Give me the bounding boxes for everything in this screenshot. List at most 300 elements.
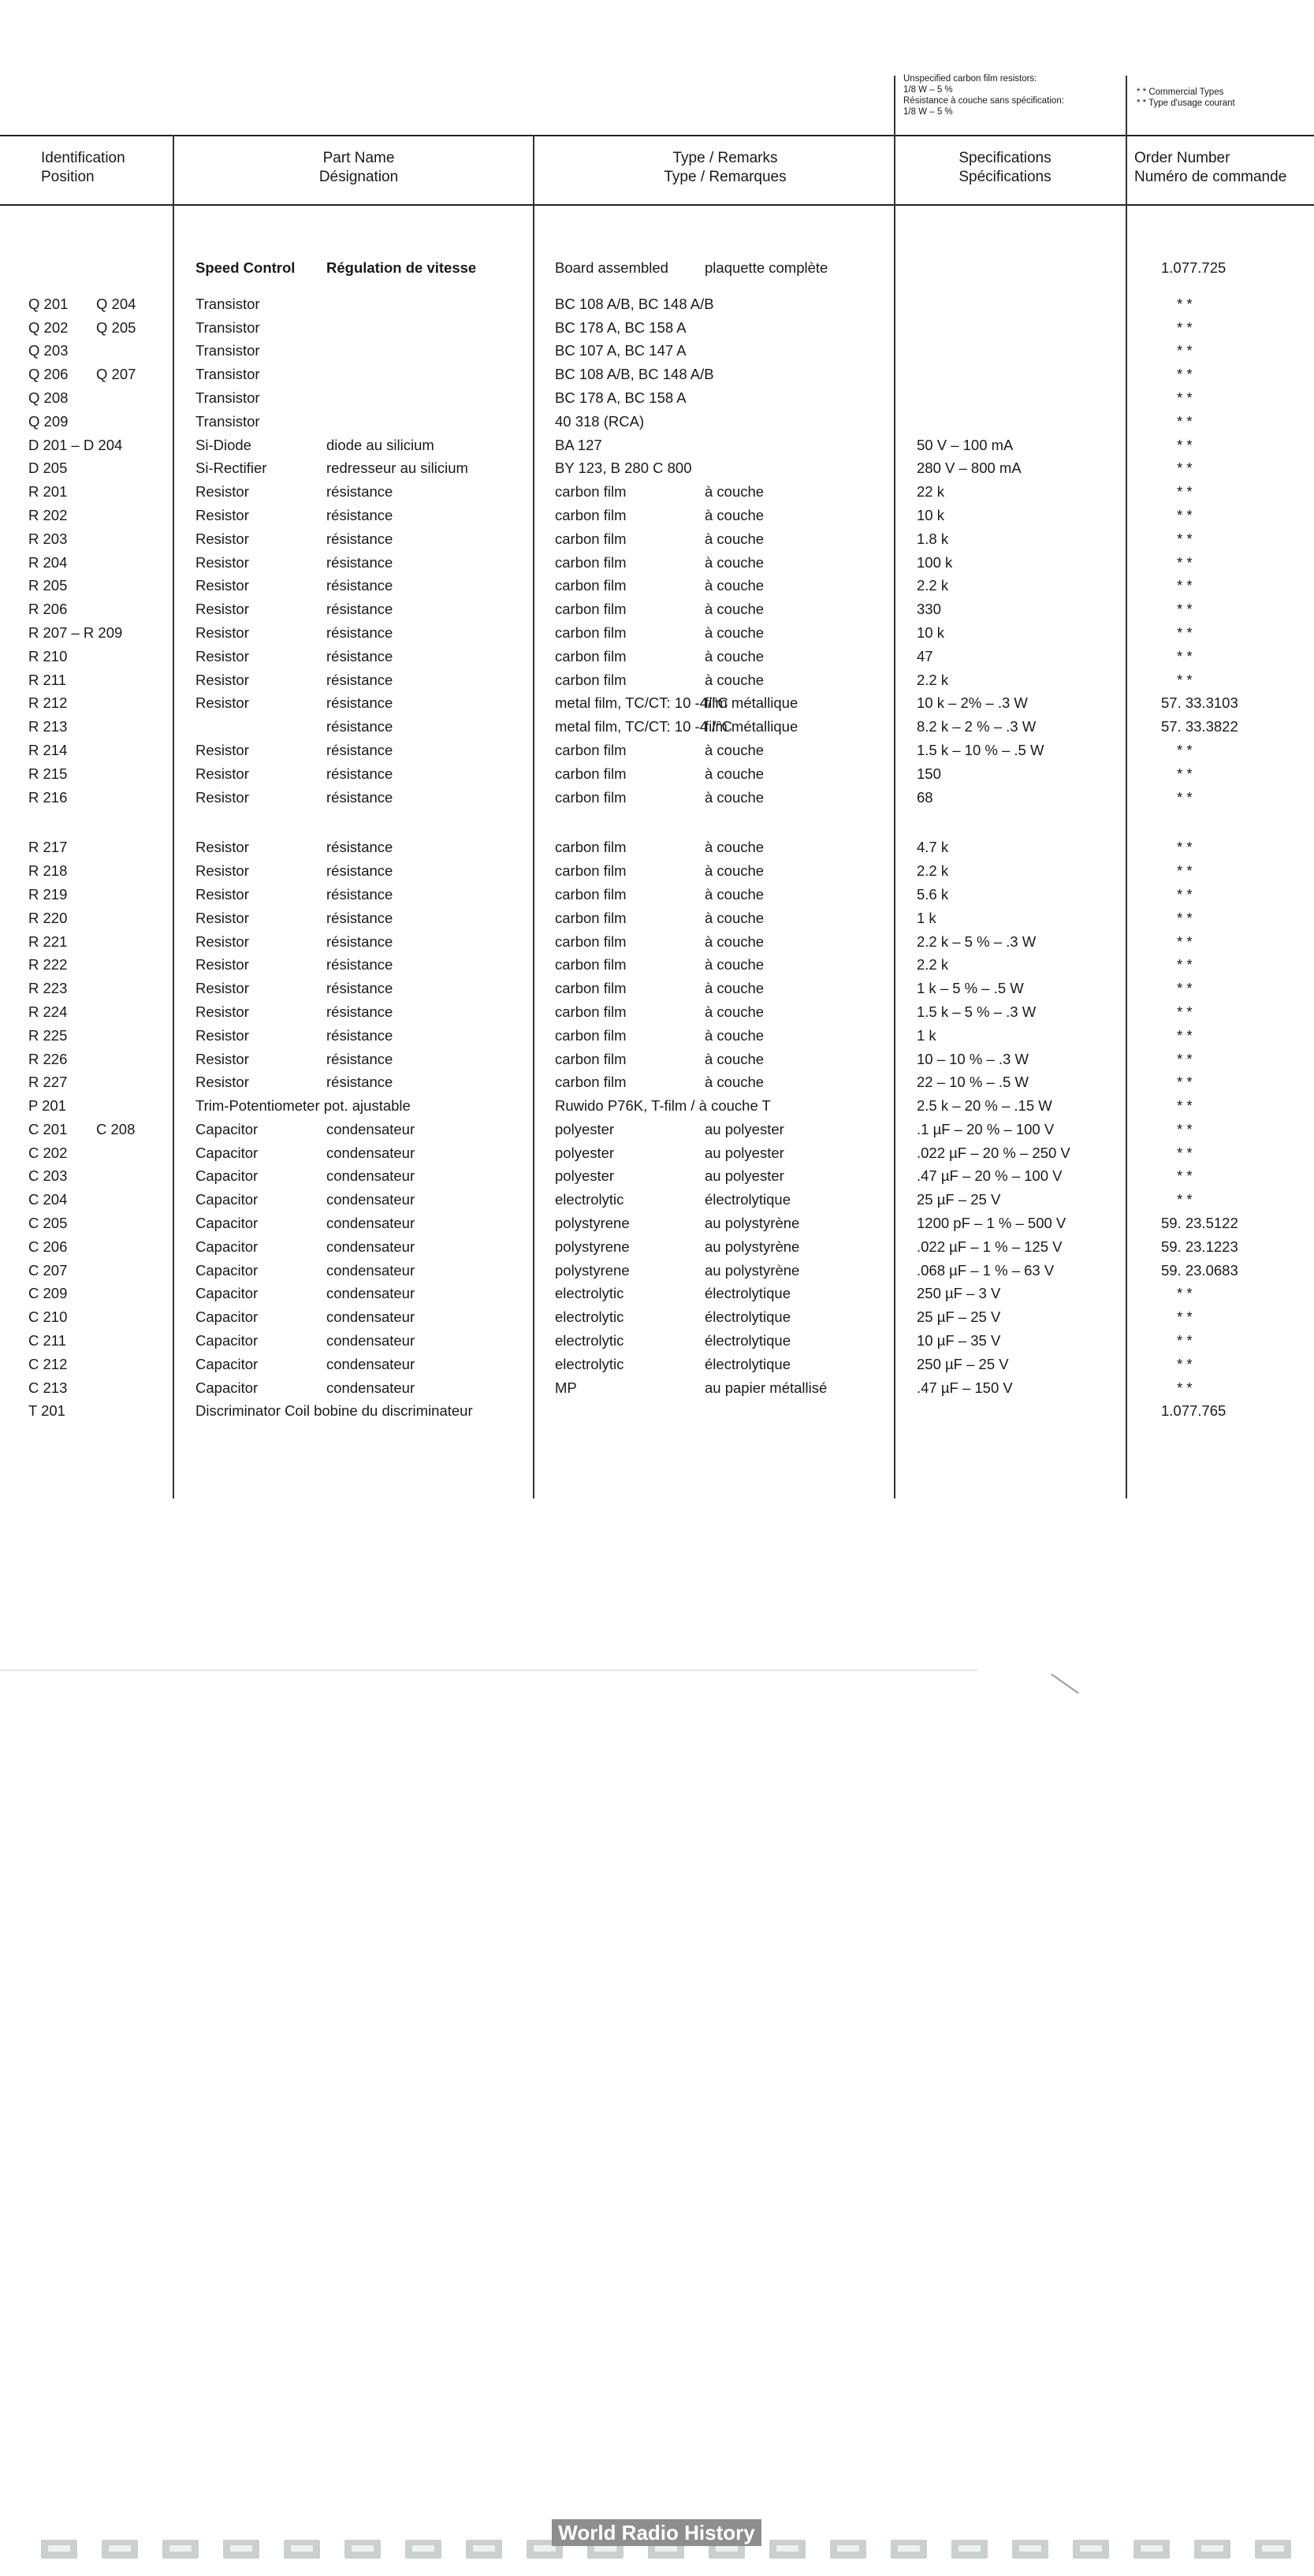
cell-order-number: 57. 33.3822 bbox=[1161, 718, 1238, 735]
cell-designation: résistance bbox=[326, 956, 393, 973]
cell-identification-2: Q 205 bbox=[96, 318, 136, 336]
col-specifications bbox=[899, 149, 1111, 187]
cell-designation: résistance bbox=[326, 1026, 393, 1044]
cell-type-fr: à couche bbox=[705, 788, 765, 806]
cell-type: electrolytic bbox=[555, 1332, 624, 1349]
cell-type: carbon film bbox=[555, 788, 627, 806]
cell-type-fr: à couche bbox=[705, 862, 765, 880]
cell-order-number: * * bbox=[1177, 460, 1193, 477]
strip-block bbox=[284, 2540, 320, 2559]
cell-identification: D 201 – D 204 bbox=[28, 436, 123, 453]
cell-type: carbon film bbox=[555, 624, 627, 641]
cell-order-number: * * bbox=[1177, 1120, 1193, 1137]
cell-identification: Q 202 bbox=[28, 318, 69, 336]
table-row bbox=[0, 715, 1314, 739]
cell-part-name: Resistor bbox=[195, 1003, 249, 1020]
cell-order-number: * * bbox=[1177, 1332, 1193, 1349]
cell-identification: R 218 bbox=[28, 862, 68, 880]
cell-order-number: * * bbox=[1177, 1003, 1193, 1020]
cell-order-number: * * bbox=[1177, 1050, 1193, 1067]
table-row bbox=[0, 551, 1314, 575]
cell-identification: R 205 bbox=[28, 577, 68, 594]
col-identification-fr: Position bbox=[41, 169, 95, 185]
cell-type-fr: à couche bbox=[705, 1003, 765, 1020]
cell-specification: 2.2 k bbox=[917, 671, 949, 688]
cell-specification: 10 – 10 % – .3 W bbox=[917, 1050, 1029, 1067]
table-row bbox=[0, 668, 1314, 692]
cell-specification: 50 V – 100 mA bbox=[917, 436, 1014, 453]
cell-designation: résistance bbox=[326, 788, 393, 806]
cell-type-fr: au polyester bbox=[705, 1144, 784, 1161]
cell-part-name: Transistor bbox=[195, 342, 260, 359]
col-part-name-en: Part Name bbox=[322, 150, 395, 166]
cell-specification: 330 bbox=[917, 601, 941, 618]
cell-type: carbon film bbox=[555, 839, 627, 856]
cell-specification: 1.8 k bbox=[917, 530, 949, 547]
cell-order-number: * * bbox=[1177, 1191, 1193, 1208]
strip-block bbox=[891, 2540, 927, 2559]
cell-identification: R 223 bbox=[28, 980, 68, 997]
cell-identification: R 215 bbox=[28, 765, 68, 782]
cell-identification: P 201 bbox=[28, 1097, 67, 1115]
cell-order-number: 1.077.765 bbox=[1161, 1402, 1227, 1420]
table-row bbox=[0, 977, 1314, 1000]
cell-part-name: Resistor bbox=[195, 1026, 249, 1044]
table-row bbox=[0, 1282, 1314, 1305]
cell-identification: C 211 bbox=[28, 1332, 66, 1349]
cell-identification: C 204 bbox=[28, 1191, 68, 1208]
cell-type-fr: électrolytique bbox=[705, 1355, 791, 1372]
cell-identification: T 201 bbox=[28, 1402, 65, 1420]
cell-type-fr: à couche bbox=[705, 932, 765, 950]
section-type-fr: plaquette complète bbox=[705, 259, 828, 276]
cell-specification: 280 V – 800 mA bbox=[917, 460, 1022, 477]
cell-specification: 1.5 k – 5 % – .3 W bbox=[917, 1003, 1037, 1020]
cell-type-fr: à couche bbox=[705, 553, 765, 571]
cell-order-number: * * bbox=[1177, 342, 1193, 359]
cell-designation: condensateur bbox=[326, 1379, 415, 1396]
cell-order-number: * * bbox=[1177, 1074, 1193, 1091]
cell-type-fr: à couche bbox=[705, 1026, 765, 1044]
cell-identification: Q 206 bbox=[28, 366, 69, 383]
cell-type: carbon film bbox=[555, 741, 627, 758]
cell-order-number: * * bbox=[1177, 553, 1193, 571]
table-row bbox=[0, 691, 1314, 715]
cell-type: BC 178 A, BC 158 A bbox=[555, 318, 687, 336]
table-row bbox=[0, 859, 1314, 883]
cell-type-fr: à couche bbox=[705, 741, 765, 758]
cell-type-fr: à couche bbox=[705, 980, 765, 997]
table-row bbox=[0, 527, 1314, 551]
cell-part-name: Discriminator Coil bobine du discriminateur bbox=[195, 1402, 473, 1420]
cell-part-name: Resistor bbox=[195, 980, 249, 997]
cell-order-number: * * bbox=[1177, 862, 1193, 880]
cell-identification: R 206 bbox=[28, 601, 68, 618]
cell-part-name: Capacitor bbox=[195, 1332, 259, 1349]
cell-identification: R 211 bbox=[28, 671, 66, 688]
cell-part-name: Capacitor bbox=[195, 1261, 259, 1279]
cell-part-name: Si-Rectifier bbox=[195, 460, 267, 477]
watermark-logo: World Radio History bbox=[552, 2519, 761, 2546]
cell-type: polyester bbox=[555, 1144, 615, 1161]
cell-designation: résistance bbox=[326, 741, 393, 758]
cell-type: carbon film bbox=[555, 1074, 627, 1091]
table-row bbox=[0, 434, 1314, 457]
cell-identification: R 226 bbox=[28, 1050, 68, 1067]
table-row bbox=[0, 1353, 1314, 1376]
cell-identification: C 202 bbox=[28, 1144, 68, 1161]
col-type bbox=[599, 149, 851, 187]
cell-order-number: * * bbox=[1177, 1379, 1193, 1396]
table-row bbox=[0, 1141, 1314, 1165]
table-row bbox=[0, 1000, 1314, 1024]
cell-part-name: Capacitor bbox=[195, 1215, 259, 1232]
cell-order-number: * * bbox=[1177, 765, 1193, 782]
cell-type: carbon film bbox=[555, 506, 627, 523]
cell-part-name: Resistor bbox=[195, 530, 249, 547]
cell-part-name: Resistor bbox=[195, 956, 249, 973]
strip-block bbox=[1073, 2540, 1109, 2559]
table-row bbox=[0, 480, 1314, 504]
cell-type-fr: à couche bbox=[705, 577, 765, 594]
cell-part-name: Transistor bbox=[195, 295, 260, 312]
table-row bbox=[0, 1235, 1314, 1259]
cell-type: MP bbox=[555, 1379, 577, 1396]
cell-type-fr: au polystyrène bbox=[705, 1261, 800, 1279]
cell-order-number: * * bbox=[1177, 932, 1193, 950]
cell-specification: .47 µF – 20 % – 100 V bbox=[917, 1167, 1063, 1185]
cell-part-name: Capacitor bbox=[195, 1167, 259, 1185]
cell-order-number: * * bbox=[1177, 1308, 1193, 1326]
cell-order-number: * * bbox=[1177, 601, 1193, 618]
cell-designation: condensateur bbox=[326, 1332, 415, 1349]
cell-type-fr: à couche bbox=[705, 909, 765, 926]
cell-order-number: * * bbox=[1177, 366, 1193, 383]
cell-part-name: Capacitor bbox=[195, 1379, 259, 1396]
col-identification-en: Identification bbox=[41, 150, 125, 166]
cell-part-name: Resistor bbox=[195, 624, 249, 641]
cell-order-number: * * bbox=[1177, 1355, 1193, 1372]
cell-designation: condensateur bbox=[326, 1144, 415, 1161]
table-row bbox=[0, 953, 1314, 977]
table-row bbox=[0, 621, 1314, 645]
cell-specification: 47 bbox=[917, 647, 933, 664]
cell-order-number: * * bbox=[1177, 671, 1193, 688]
cell-order-number: * * bbox=[1177, 909, 1193, 926]
cell-identification: R 217 bbox=[28, 839, 68, 856]
col-type-fr: Type / Remarques bbox=[664, 169, 787, 185]
cell-part-name: Transistor bbox=[195, 389, 260, 406]
cell-specification: 2.5 k – 20 % – .15 W bbox=[917, 1097, 1052, 1115]
table-row bbox=[0, 786, 1314, 810]
cell-part-name: Capacitor bbox=[195, 1308, 259, 1326]
strip-block bbox=[162, 2540, 199, 2559]
cell-specification: 2.2 k bbox=[917, 862, 949, 880]
cell-order-number: 59. 23.0683 bbox=[1161, 1261, 1238, 1279]
cell-part-name: Transistor bbox=[195, 412, 260, 430]
cell-type-fr: à couche bbox=[705, 765, 765, 782]
cell-designation: résistance bbox=[326, 980, 393, 997]
cell-part-name: Trim-Potentiometer pot. ajustable bbox=[195, 1097, 411, 1115]
cell-designation: résistance bbox=[326, 483, 393, 501]
cell-order-number: * * bbox=[1177, 647, 1193, 664]
cell-identification: R 219 bbox=[28, 885, 68, 903]
cell-type-fr: au polystyrène bbox=[705, 1238, 800, 1255]
table-row bbox=[0, 339, 1314, 363]
cell-type-fr: à couche bbox=[705, 885, 765, 903]
cell-part-name: Resistor bbox=[195, 885, 249, 903]
cell-specification: 150 bbox=[917, 765, 941, 782]
cell-type-fr: électrolytique bbox=[705, 1285, 791, 1302]
cell-specification: 2.2 k bbox=[917, 577, 949, 594]
cell-type: carbon film bbox=[555, 647, 627, 664]
table-row bbox=[0, 597, 1314, 621]
parts-group-1 bbox=[0, 292, 1314, 810]
table-row bbox=[0, 1329, 1314, 1353]
cell-part-name: Resistor bbox=[195, 1050, 249, 1067]
cell-type: BC 178 A, BC 158 A bbox=[555, 389, 687, 406]
cell-order-number: * * bbox=[1177, 295, 1193, 312]
cell-identification: Q 209 bbox=[28, 412, 69, 430]
cell-identification: R 220 bbox=[28, 909, 68, 926]
cell-identification-2: Q 204 bbox=[96, 295, 136, 312]
cell-type: carbon film bbox=[555, 601, 627, 618]
cell-designation: condensateur bbox=[326, 1238, 415, 1255]
cell-specification: 1 k – 5 % – .5 W bbox=[917, 980, 1024, 997]
cell-type: carbon film bbox=[555, 1050, 627, 1067]
strip-block bbox=[223, 2540, 259, 2559]
cell-identification: C 201 bbox=[28, 1120, 68, 1137]
table-row bbox=[0, 1048, 1314, 1071]
cell-order-number: * * bbox=[1177, 577, 1193, 594]
cell-specification: 1 k bbox=[917, 1026, 936, 1044]
cell-order-number: * * bbox=[1177, 506, 1193, 523]
cell-designation: résistance bbox=[326, 506, 393, 523]
cell-type: polyester bbox=[555, 1120, 615, 1137]
cell-part-name: Capacitor bbox=[195, 1355, 259, 1372]
cell-specification: 2.2 k bbox=[917, 956, 949, 973]
cell-specification: 25 µF – 25 V bbox=[917, 1191, 1001, 1208]
strip-block bbox=[951, 2540, 988, 2559]
header-bottom-rule bbox=[0, 204, 1314, 206]
resistor-note-en-2: 1/8 W – 5 % bbox=[903, 85, 953, 95]
cell-type-fr: à couche bbox=[705, 506, 765, 523]
cell-part-name: Resistor bbox=[195, 577, 249, 594]
cell-part-name: Resistor bbox=[195, 601, 249, 618]
table-row bbox=[0, 1118, 1314, 1141]
cell-specification: 2.2 k – 5 % – .3 W bbox=[917, 932, 1037, 950]
header-top-rule bbox=[0, 135, 1314, 136]
cell-identification: R 222 bbox=[28, 956, 68, 973]
cell-type: carbon film bbox=[555, 932, 627, 950]
cell-identification: R 203 bbox=[28, 530, 68, 547]
strip-block bbox=[344, 2540, 381, 2559]
strip-block bbox=[1194, 2540, 1230, 2559]
col-type-en: Type / Remarks bbox=[672, 150, 778, 166]
cell-designation: résistance bbox=[326, 1050, 393, 1067]
cell-type-fr: électrolytique bbox=[705, 1191, 791, 1208]
resistor-note-fr-2: 1/8 W – 5 % bbox=[903, 107, 953, 117]
col-part-name bbox=[236, 149, 481, 187]
col-part-name-fr: Désignation bbox=[318, 169, 399, 185]
cell-type: carbon film bbox=[555, 671, 627, 688]
table-row bbox=[0, 739, 1314, 762]
cell-designation: résistance bbox=[326, 601, 393, 618]
resistor-note-fr-1: Résistance à couche sans spécification: bbox=[903, 96, 1064, 106]
cell-specification: 1200 pF – 1 % – 500 V bbox=[917, 1215, 1066, 1232]
cell-part-name: Capacitor bbox=[195, 1238, 259, 1255]
cell-identification: R 207 – R 209 bbox=[28, 624, 123, 641]
cell-type: carbon film bbox=[555, 483, 627, 501]
table-row bbox=[0, 386, 1314, 410]
cell-type: BC 107 A, BC 147 A bbox=[555, 342, 687, 359]
cell-type: carbon film bbox=[555, 553, 627, 571]
resistor-note bbox=[903, 73, 1064, 117]
cell-type: BA 127 bbox=[555, 436, 602, 453]
cell-type: 40 318 (RCA) bbox=[555, 412, 645, 430]
strip-block bbox=[1255, 2540, 1291, 2559]
commercial-note-en: * * Commercial Types bbox=[1137, 87, 1224, 97]
table-row bbox=[0, 1259, 1314, 1282]
cell-type: carbon film bbox=[555, 862, 627, 880]
cell-type: metal film, TC/CT: 10 -4/°C bbox=[555, 694, 728, 712]
cell-type: carbon film bbox=[555, 1026, 627, 1044]
cell-specification: 8.2 k – 2 % – .3 W bbox=[917, 718, 1037, 735]
cell-identification: R 214 bbox=[28, 741, 68, 758]
cell-type-fr: électrolytique bbox=[705, 1308, 791, 1326]
cell-designation: condensateur bbox=[326, 1285, 415, 1302]
parts-group-2 bbox=[0, 836, 1314, 1423]
cell-type: carbon film bbox=[555, 885, 627, 903]
cell-identification: C 213 bbox=[28, 1379, 68, 1396]
cell-order-number: * * bbox=[1177, 412, 1193, 430]
cell-designation: condensateur bbox=[326, 1167, 415, 1185]
cell-order-number: * * bbox=[1177, 956, 1193, 973]
cell-part-name: Transistor bbox=[195, 366, 260, 383]
table-row bbox=[0, 410, 1314, 434]
cell-identification: R 212 bbox=[28, 694, 68, 712]
cell-type: electrolytic bbox=[555, 1191, 624, 1208]
cell-type: electrolytic bbox=[555, 1355, 624, 1372]
cell-part-name: Resistor bbox=[195, 839, 249, 856]
cell-designation: résistance bbox=[326, 577, 393, 594]
cell-identification: Q 203 bbox=[28, 342, 69, 359]
cell-type: carbon film bbox=[555, 577, 627, 594]
cell-specification: .47 µF – 150 V bbox=[917, 1379, 1013, 1396]
table-row bbox=[0, 292, 1314, 316]
cell-specification: 10 k bbox=[917, 506, 944, 523]
cell-type-fr: au polyester bbox=[705, 1120, 784, 1137]
cell-designation: résistance bbox=[326, 1003, 393, 1020]
cell-type: BY 123, B 280 C 800 bbox=[555, 460, 692, 477]
table-row bbox=[0, 1305, 1314, 1329]
cell-identification-2: C 208 bbox=[96, 1120, 136, 1137]
cell-identification: C 212 bbox=[28, 1355, 68, 1372]
cell-part-name: Resistor bbox=[195, 765, 249, 782]
commercial-note bbox=[1137, 87, 1235, 109]
cell-part-name: Resistor bbox=[195, 647, 249, 664]
cell-type: polyester bbox=[555, 1167, 615, 1185]
cell-type: polystyrene bbox=[555, 1215, 630, 1232]
cell-type-fr: à couche bbox=[705, 956, 765, 973]
cell-part-name: Capacitor bbox=[195, 1144, 259, 1161]
cell-part-name: Resistor bbox=[195, 788, 249, 806]
cell-type-fr: électrolytique bbox=[705, 1332, 791, 1349]
strip-block bbox=[41, 2540, 77, 2559]
cell-specification: 25 µF – 25 V bbox=[917, 1308, 1001, 1326]
cell-order-number: * * bbox=[1177, 483, 1193, 501]
cell-designation: résistance bbox=[326, 765, 393, 782]
cell-part-name: Resistor bbox=[195, 553, 249, 571]
cell-designation: résistance bbox=[326, 718, 393, 735]
cell-identification: R 201 bbox=[28, 483, 68, 501]
cell-type-fr: à couche bbox=[705, 624, 765, 641]
cell-specification: 250 µF – 3 V bbox=[917, 1285, 1001, 1302]
cell-identification: R 216 bbox=[28, 788, 68, 806]
cell-part-name: Capacitor bbox=[195, 1120, 259, 1137]
cell-order-number: * * bbox=[1177, 1144, 1193, 1161]
section-order: 1.077.725 bbox=[1161, 259, 1227, 276]
cell-designation: résistance bbox=[326, 1074, 393, 1091]
cell-order-number: * * bbox=[1177, 885, 1193, 903]
cell-order-number: * * bbox=[1177, 1285, 1193, 1302]
cell-identification: C 206 bbox=[28, 1238, 68, 1255]
cell-specification: 250 µF – 25 V bbox=[917, 1355, 1009, 1372]
cell-part-name: Resistor bbox=[195, 483, 249, 501]
strip-block bbox=[102, 2540, 138, 2559]
cell-type: carbon film bbox=[555, 530, 627, 547]
cell-designation: résistance bbox=[326, 647, 393, 664]
parts-table bbox=[0, 256, 1314, 1423]
cell-part-name: Resistor bbox=[195, 1074, 249, 1091]
cell-order-number: * * bbox=[1177, 389, 1193, 406]
cell-type: Ruwido P76K, T-film / à couche T bbox=[555, 1097, 771, 1115]
cell-type-fr: au papier métallisé bbox=[705, 1379, 828, 1396]
cell-type-fr: film métallique bbox=[705, 694, 798, 712]
cell-part-name: Resistor bbox=[195, 506, 249, 523]
cell-type-fr: à couche bbox=[705, 1074, 765, 1091]
strip-block bbox=[1012, 2540, 1048, 2559]
cell-order-number: * * bbox=[1177, 1167, 1193, 1185]
cell-designation: résistance bbox=[326, 862, 393, 880]
cell-order-number: * * bbox=[1177, 980, 1193, 997]
table-row bbox=[0, 1212, 1314, 1235]
cell-order-number: 59. 23.5122 bbox=[1161, 1215, 1238, 1232]
table-row bbox=[0, 574, 1314, 597]
cell-designation: résistance bbox=[326, 932, 393, 950]
cell-designation: condensateur bbox=[326, 1120, 415, 1137]
cell-type-fr: à couche bbox=[705, 530, 765, 547]
col-order-number-fr: Numéro de commande bbox=[1134, 169, 1287, 185]
cell-identification: C 210 bbox=[28, 1308, 68, 1326]
table-row bbox=[0, 1376, 1314, 1400]
commercial-note-fr: * * Type d'usage courant bbox=[1137, 99, 1235, 108]
cell-designation: résistance bbox=[326, 624, 393, 641]
scratch-mark bbox=[1051, 1673, 1079, 1694]
cell-identification: R 221 bbox=[28, 932, 68, 950]
cell-order-number: 59. 23.1223 bbox=[1161, 1238, 1238, 1255]
cell-designation: résistance bbox=[326, 671, 393, 688]
cell-type: BC 108 A/B, BC 148 A/B bbox=[555, 366, 714, 383]
cell-specification: 10 k bbox=[917, 624, 944, 641]
table-row bbox=[0, 906, 1314, 930]
cell-type: polystyrene bbox=[555, 1261, 630, 1279]
section-name-fr: Régulation de vitesse bbox=[326, 259, 477, 276]
col-order-number-en: Order Number bbox=[1134, 150, 1230, 166]
cell-order-number: 57. 33.3103 bbox=[1161, 694, 1238, 712]
section-name-en: Speed Control bbox=[195, 259, 296, 276]
cell-designation: résistance bbox=[326, 885, 393, 903]
